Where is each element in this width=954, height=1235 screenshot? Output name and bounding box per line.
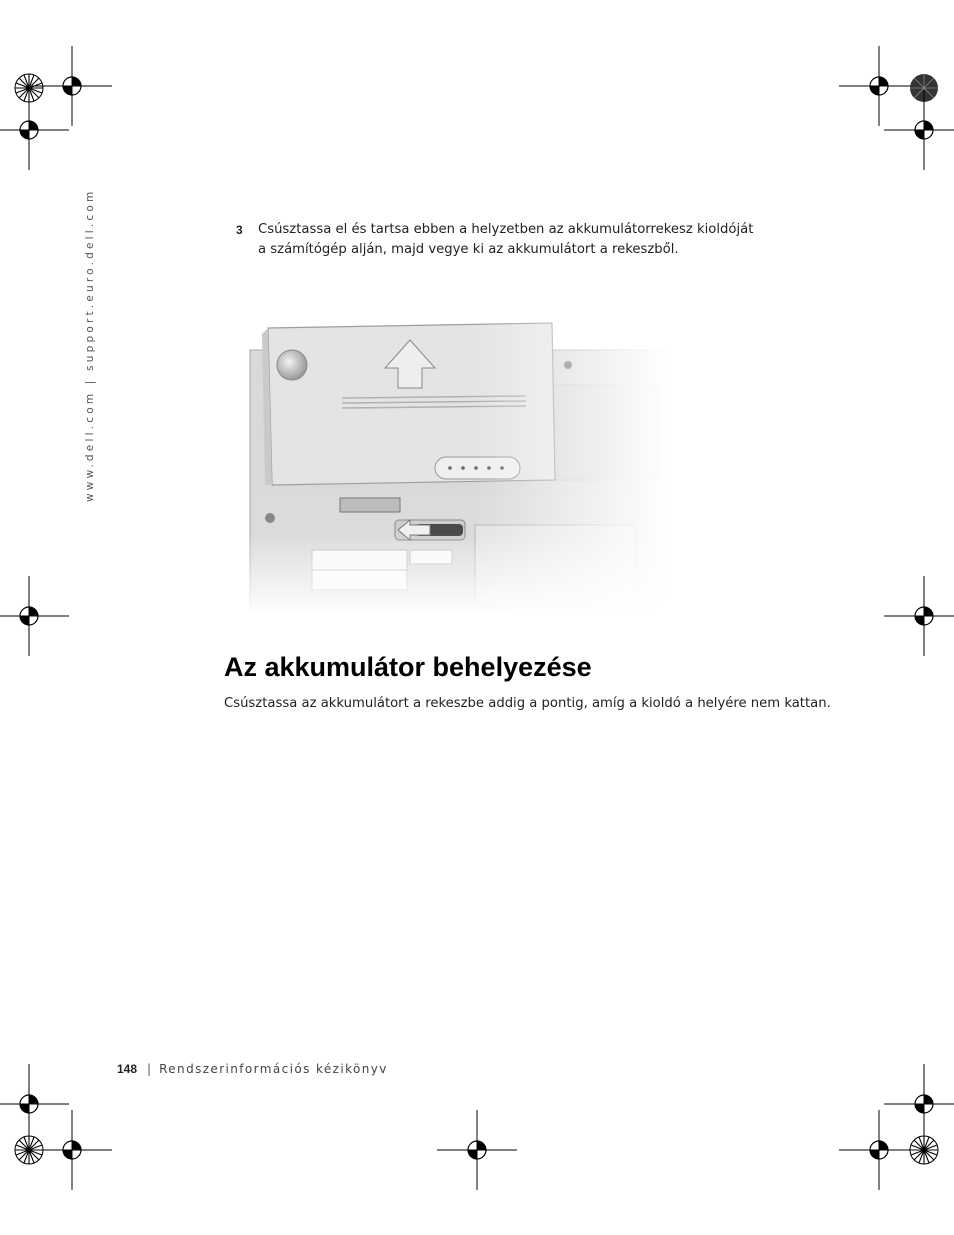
battery-removal-illustration — [230, 320, 670, 615]
sidebar-url: www.dell.com | support.euro.dell.com — [84, 188, 96, 502]
footer-separator: | — [147, 1062, 152, 1076]
page-footer — [117, 1062, 388, 1076]
step-line-1: Csúsztassa el és tartsa ebben a helyzetben az akkumulátorrekesz kioldóját — [258, 222, 754, 237]
step-line-2: a számítógép alján, majd vegye ki az akkumulátort a rekeszből. — [258, 242, 679, 257]
section-heading: Az akkumulátor behelyezése — [224, 652, 592, 682]
footer-title: Rendszerinformációs kézikönyv — [159, 1062, 388, 1076]
page-number: 148 — [117, 1062, 138, 1076]
section-paragraph: Csúsztassa az akkumulátort a rekeszbe addig a pontig, amíg a kioldó a helyére nem kattan. — [224, 696, 831, 711]
step-3 — [236, 220, 756, 260]
step-number: 3 — [236, 223, 243, 237]
